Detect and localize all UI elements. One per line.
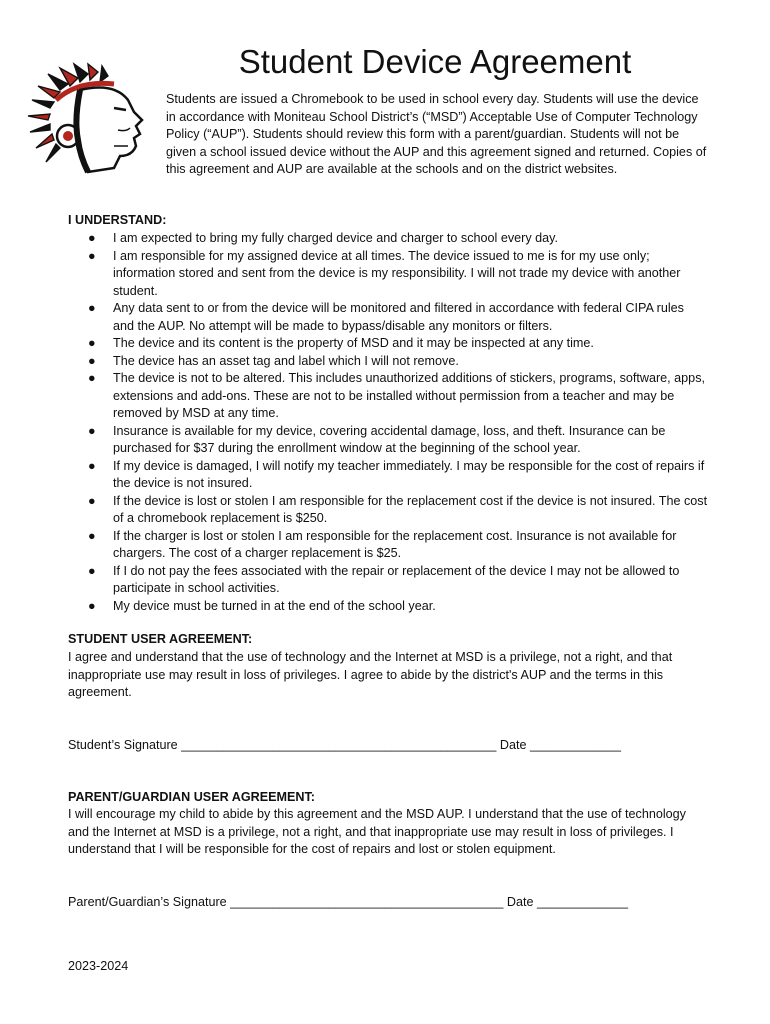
bullet-icon: ● xyxy=(88,563,96,578)
list-item-text: If my device is damaged, I will notify my teacher immediately. I may be responsible for the cost of repairs if the device is not insured. xyxy=(113,458,705,490)
bullet-icon: ● xyxy=(88,493,96,508)
bullet-icon: ● xyxy=(88,598,96,613)
parent-signature-line[interactable]: Parent/Guardian’s Signature _______________________________________ Date _____________ xyxy=(68,895,628,909)
parent-agreement-heading: PARENT/GUARDIAN USER AGREEMENT: xyxy=(68,790,315,804)
school-mascot-logo xyxy=(18,60,168,178)
list-item-text: The device and its content is the property of MSD and it may be inspected at any time. xyxy=(113,336,594,350)
bullet-icon: ● xyxy=(88,336,96,350)
list-item-text: I am responsible for my assigned device at all times. The device issued to me is for my use only; information stored and sent from the device is my responsibility. I will not trade my device with another student. xyxy=(113,248,681,298)
list-item-text: The device is not to be altered. This includes unauthorized additions of stickers, programs, software, apps, extensions and add-ons. These are not to be installed without permission from a teacher and may be removed by MSD at any time. xyxy=(113,371,705,420)
list-item xyxy=(68,335,708,353)
bullet-icon: ● xyxy=(88,423,96,438)
understand-list xyxy=(68,230,708,615)
list-item-text: Any data sent to or from the device will be monitored and filtered in accordance with federal CIPA rules and the AUP. No attempt will be made to bypass/disable any monitors or filters. xyxy=(113,301,684,333)
bullet-icon: ● xyxy=(88,301,96,315)
bullet-icon: ● xyxy=(88,353,96,368)
student-agreement-heading: STUDENT USER AGREEMENT: xyxy=(68,632,253,646)
bullet-icon: ● xyxy=(88,371,96,385)
bullet-icon: ● xyxy=(88,528,96,543)
list-item-text: Insurance is available for my device, covering accidental damage, loss, and theft. Insurance can be purchased for $37 during the enrollment window at the beginning of the school year. xyxy=(113,423,666,455)
intro-paragraph: Students are issued a Chromebook to be used in school every day. Students will use the device in accordance with Moniteau School District’s (“MSD”) Acceptable Use of Computer Technology Policy (“AUP”). Students should review this form with a parent/guardian. Students will not be given a school issued device without the AUP and this agreement signed and returned. Copies of this agreement and AUP are available at the schools and on the district websites. xyxy=(166,92,707,177)
list-item xyxy=(68,300,708,335)
list-item xyxy=(68,458,708,493)
student-agreement-text: I agree and understand that the use of technology and the Internet at MSD is a privilege, not a right, and that inappropriate use may result in loss of privileges. I agree to abide by the district's AUP and the terms in this agreement. xyxy=(68,650,673,700)
school-year-footer: 2023-2024 xyxy=(68,959,129,973)
list-item xyxy=(68,248,708,301)
bullet-icon: ● xyxy=(88,458,96,473)
list-item xyxy=(68,528,708,563)
student-signature-line[interactable]: Student’s Signature _____________________________________________ Date _____________ xyxy=(68,738,622,752)
page-title: Student Device Agreement xyxy=(238,43,632,80)
list-item xyxy=(68,493,708,528)
bullet-icon: ● xyxy=(88,248,96,263)
list-item xyxy=(68,423,708,458)
parent-agreement-text: I will encourage my child to abide by this agreement and the MSD AUP. I understand that the use of technology and the Internet at MSD is a privilege, not a right, and that inappropriate use may result in loss of privileges. I understand that I will be responsible for the cost of repairs and lost or stolen equipment. xyxy=(68,807,686,857)
list-item xyxy=(68,230,708,248)
list-item-text: If the charger is lost or stolen I am responsible for the replacement cost. Insurance is not available for chargers. The cost of a charger replacement is $25. xyxy=(113,528,677,560)
list-item xyxy=(68,370,708,423)
list-item-text: The device has an asset tag and label which I will not remove. xyxy=(113,353,459,368)
list-item-text: If the device is lost or stolen I am responsible for the replacement cost if the device is not insured. The cost of a chromebook replacement is $250. xyxy=(113,493,708,525)
list-item-text: If I do not pay the fees associated with the repair or replacement of the device I may not be allowed to participate in school activities. xyxy=(113,563,680,595)
understand-heading: I UNDERSTAND: xyxy=(68,213,167,227)
list-item-text: My device must be turned in at the end of the school year. xyxy=(113,598,436,613)
list-item xyxy=(68,563,708,598)
list-item xyxy=(68,598,708,616)
bullet-icon: ● xyxy=(88,231,96,245)
list-item xyxy=(68,353,708,371)
list-item-text: I am expected to bring my fully charged device and charger to school every day. xyxy=(113,231,558,245)
